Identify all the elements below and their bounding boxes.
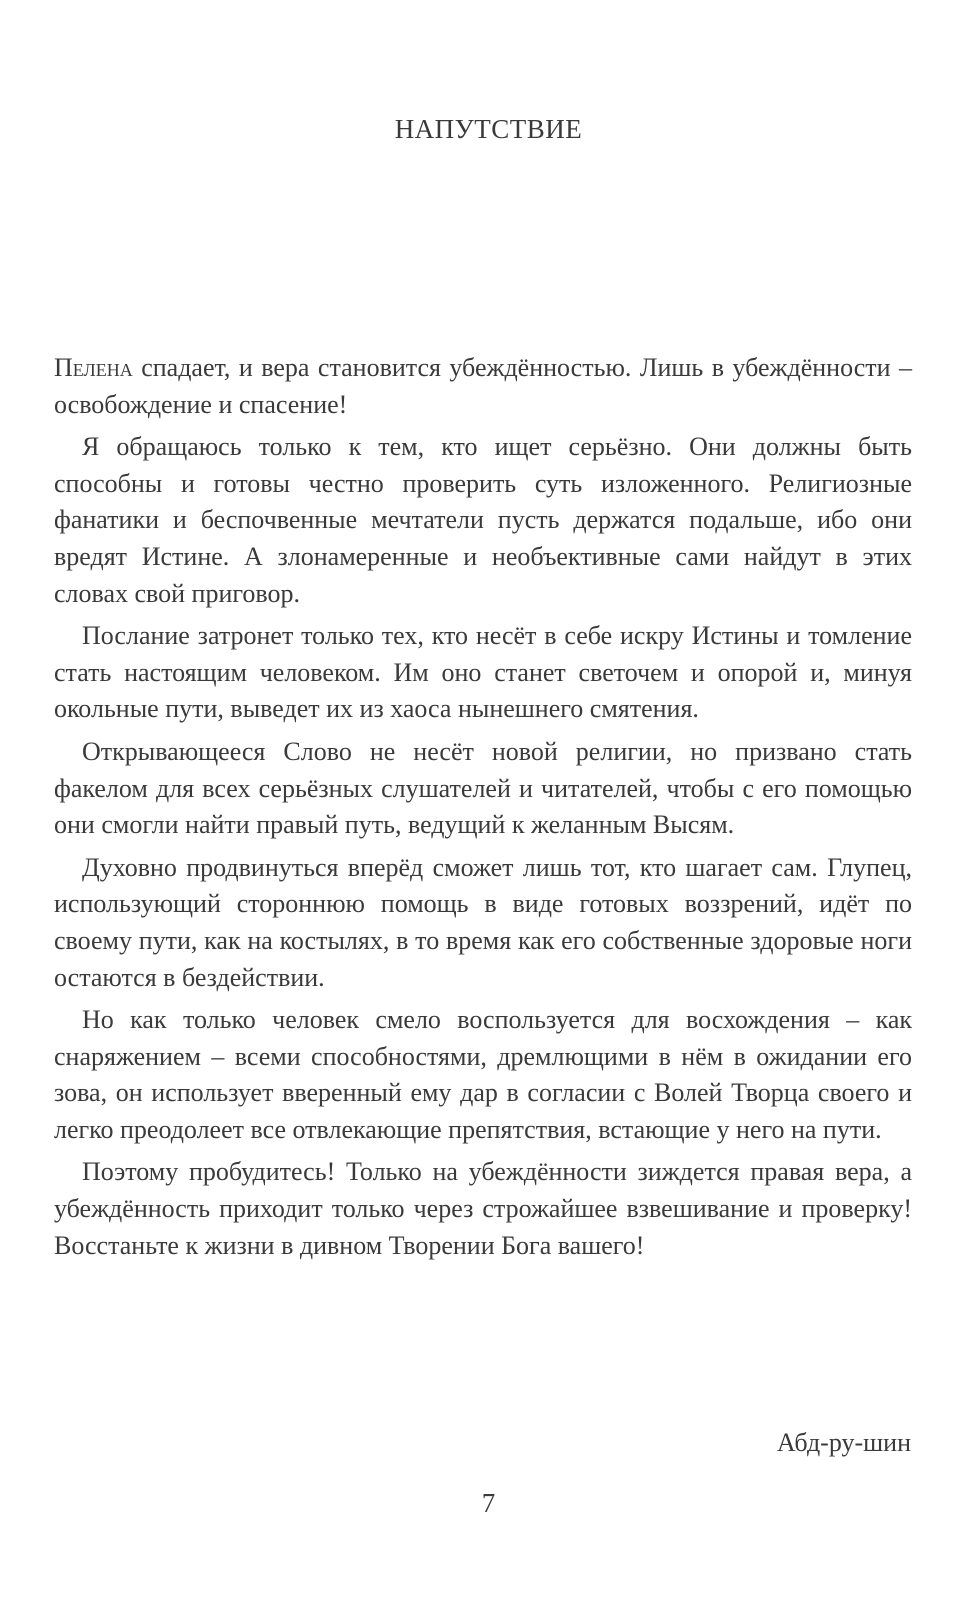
page-number: 7 (481, 1488, 496, 1518)
paragraph-3: Послание затронет только тех, кто несёт в себе искру Истины и томление стать настоящим человеком. Им оно станет светочем и опорой и, минуя окольные пути, выведет их из хаоса нынешнего смятения. (54, 621, 912, 724)
paragraph-1 (54, 350, 912, 423)
paragraph-6: Но как только человек смело воспользуется для восхождения – как снаряжением – всеми способностями, дремлющими в нём в ожидании его зова, он использует вверенный ему дар в согласии с Волей Творца своего и легко преодолеет все отвлекающие препятствия, встающие у него на пути. (54, 1005, 912, 1144)
paragraph-2: Я обращаюсь только к тем, кто ищет серьёзно. Они должны быть способны и готовы честно проверить суть изложенного. Религиозные фанатики и беспочвенные мечтатели пусть держатся подальше, ибо они вредят Истине. А злонамеренные и необъективные сами найдут в этих словах свой приговор. (54, 432, 912, 608)
paragraph-5: Духовно продвинуться вперёд сможет лишь тот, кто шагает сам. Глупец, использующий стороннюю помощь в виде готовых воззрений, идёт по своему пути, как на костылях, в то время как его собственные здоровые ноги остаются в бездействии. (54, 852, 912, 992)
chapter-title: НАПУТСТВИЕ (394, 114, 583, 144)
paragraph-7: Поэтому пробудитесь! Только на убеждённости зиждется правая вера, а убеждённость приходит только через строжайшее взвешивание и проверку! Восстаньте к жизни в дивном Творении Бога вашего! (54, 1157, 912, 1260)
paragraph-4: Открывающееся Слово не несёт новой религии, но призвано стать факелом для всех серьёзных слушателей и читателей, чтобы с его помощью они смогли найти правый путь, ведущий к желанным Высям. (54, 736, 912, 840)
paragraph-lead-word: Пелена (54, 353, 133, 382)
body-text (54, 350, 912, 1270)
author-signature: Абд-ру-шин (776, 1428, 911, 1457)
paragraph-1-text: спадает, и вера становится убеждённостью. Лишь в убеждённости – освобождение и спасение! (54, 353, 912, 419)
